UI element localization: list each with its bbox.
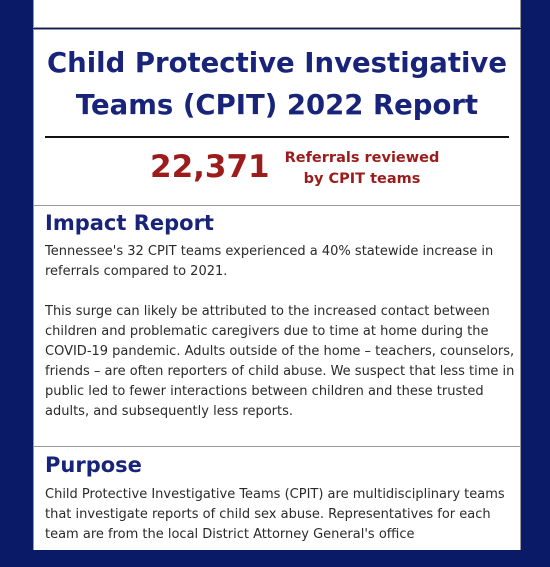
impact-paragraph-1: Tennessee's 32 CPIT teams experienced a 40% statewide increase in referrals compared to 2021. <box>45 244 494 279</box>
impact-paragraph-2: This surge can likely be attributed to the increased contact between children and problematic caregivers due to time at home during the COVID-19 pandemic. Adults outside of the home – teachers, counselors, friends – are often reporters of child abuse. We suspect that less time in public led to fewer interactions between children and these trusted adults, and subsequently less reports. <box>45 304 515 419</box>
referrals-label <box>274 148 450 190</box>
purpose-heading: Purpose <box>45 453 142 477</box>
report-sheet <box>33 29 521 550</box>
title-line-1: Child Protective Investigative <box>46 47 508 79</box>
title-line-2: Teams (CPIT) 2022 Report <box>75 89 479 121</box>
impact-heading: Impact Report <box>45 211 214 235</box>
purpose-section <box>34 447 520 567</box>
impact-section <box>34 205 520 447</box>
title-divider <box>45 136 509 138</box>
page-title <box>34 42 520 126</box>
referrals-count: 22,371 <box>150 149 270 185</box>
referrals-label-line-1: Referrals reviewed <box>284 150 440 166</box>
report-header <box>34 30 520 206</box>
referrals-label-line-2: by CPIT teams <box>303 171 421 187</box>
purpose-paragraph-1: Child Protective Investigative Teams (CPIT) are multidisciplinary teams that investigate reports of child sex abuse. Representatives for each team are from the local District Attorney General's office <box>45 487 505 542</box>
previous-panel-edge <box>33 0 521 28</box>
